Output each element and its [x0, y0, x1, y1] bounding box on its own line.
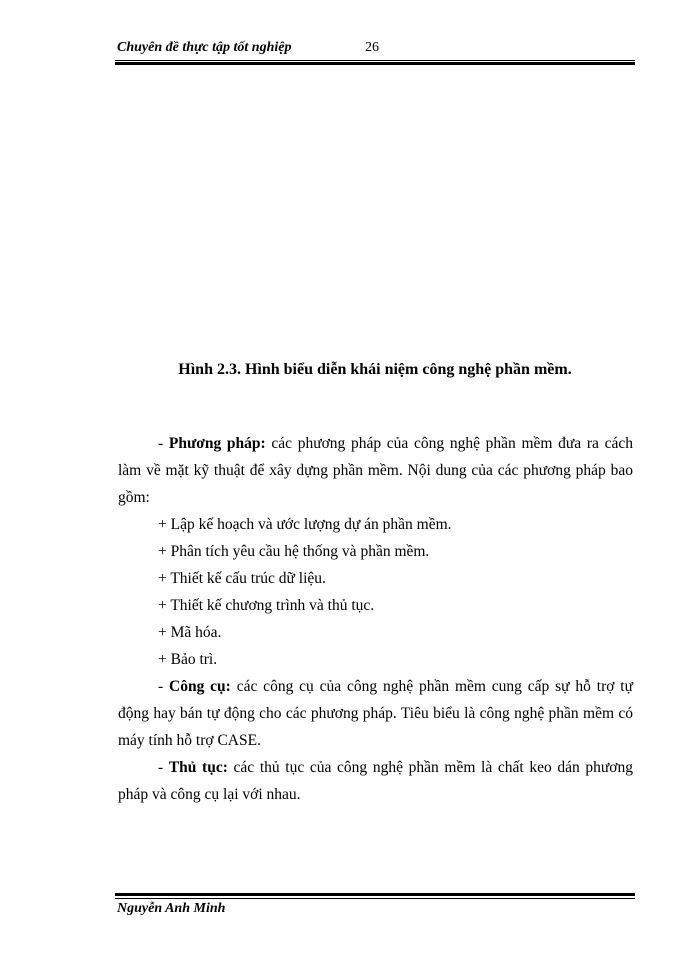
procedures-dash: - [158, 759, 169, 776]
header-rule-thick [115, 62, 635, 65]
method-text: các phương pháp của công nghệ phần mềm đưa ra cách làm về mặt kỹ thuật để xây dựng phần mềm. Nội dung của các phương pháp bao gồm: [118, 435, 633, 506]
footer-rule-thick [115, 893, 635, 896]
page-number: 26 [365, 40, 379, 55]
page-header-title: Chuyên đề thực tập tốt nghiệp [117, 40, 292, 55]
footer-rule-thin [115, 898, 635, 899]
bullet-item: + Thiết kế cấu trúc dữ liệu. [158, 570, 326, 587]
figure-caption: Hình 2.3. Hình biểu diễn khái niệm công nghệ phần mềm. [178, 361, 572, 378]
method-dash: - [158, 435, 169, 452]
tools-dash: - [158, 678, 170, 695]
header-rule-thin [115, 60, 635, 61]
body-text [118, 430, 633, 808]
bullet-item: + Thiết kế chương trình và thủ tục. [158, 597, 375, 614]
figure-area [115, 80, 635, 350]
paragraph-procedures [118, 754, 633, 808]
procedures-label: Thủ tục: [168, 759, 228, 776]
footer-author: Nguyễn Anh Minh [117, 901, 226, 916]
bullet-item: + Mã hóa. [158, 624, 222, 641]
bullet-item: + Phân tích yêu cầu hệ thống và phần mềm. [158, 543, 430, 560]
tools-text: các công cụ của công nghệ phần mềm cung cấp sự hỗ trợ tự động hay bán tự động cho các phương pháp. Tiêu biểu là công nghệ phần mềm có máy tính hỗ trợ CASE. [118, 678, 633, 749]
paragraph-method [118, 430, 633, 511]
procedures-text: các thủ tục của công nghệ phần mềm là chất keo dán phương pháp và công cụ lại với nhau. [118, 759, 633, 803]
bullet-item: + Lập kế hoạch và ước lượng dự án phần mềm. [158, 516, 452, 533]
bullet-item: + Bảo trì. [158, 651, 218, 668]
paragraph-tools [118, 673, 633, 754]
tools-label: Công cụ: [169, 678, 231, 695]
method-label: Phương pháp: [168, 435, 266, 452]
